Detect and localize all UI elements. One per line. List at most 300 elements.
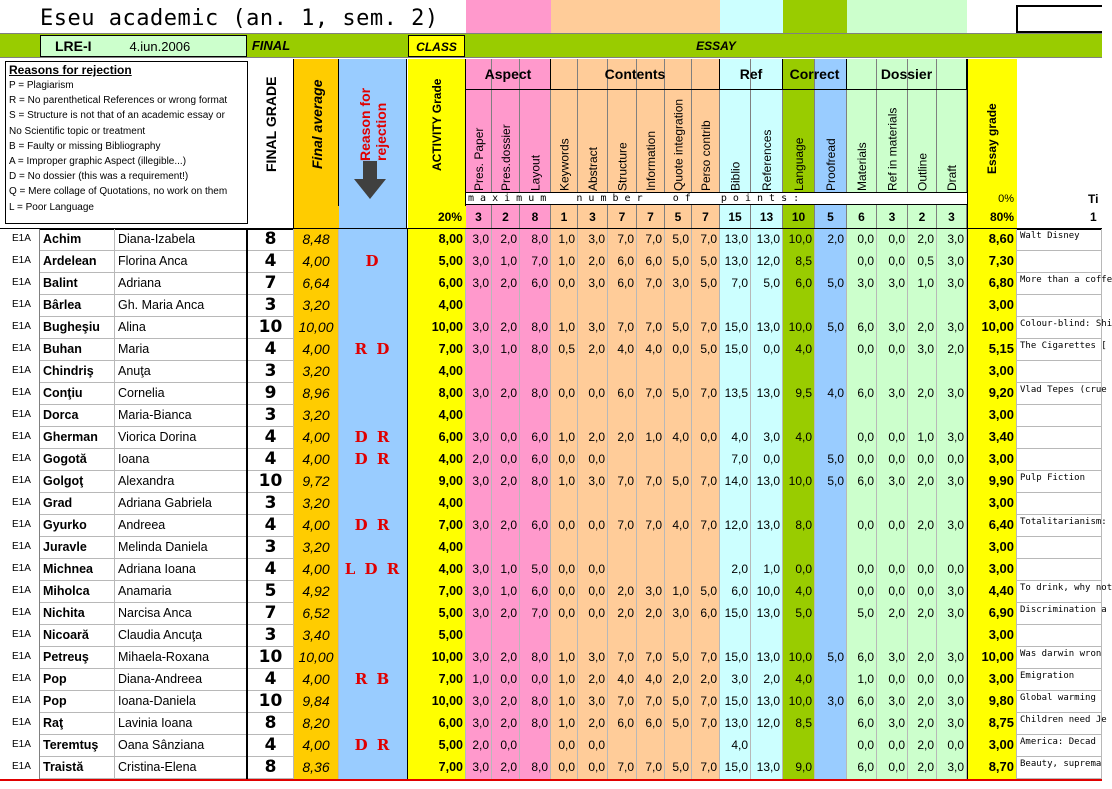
point-cell: 0,0 — [937, 449, 967, 471]
point-cell: 6,0 — [637, 713, 665, 735]
point-cell: 0,0 — [847, 449, 877, 471]
point-cell: 1,0 — [551, 647, 578, 669]
point-cell: 4,0 — [720, 735, 751, 757]
student-firstname[interactable]: Alina — [115, 317, 248, 339]
point-cell: 10,0 — [751, 581, 783, 603]
maxpoint-7: 5 — [665, 206, 692, 229]
point-cell: 7,0 — [608, 229, 637, 251]
student-firstname[interactable]: Diana-Izabela — [115, 229, 248, 251]
point-cell — [692, 537, 720, 559]
point-cell: 4,0 — [608, 339, 637, 361]
student-lastname[interactable]: Pop — [40, 669, 115, 691]
student-lastname[interactable]: Nicoară — [40, 625, 115, 647]
table-row — [0, 471, 1102, 493]
point-cell: 13,0 — [720, 251, 751, 273]
table-row — [0, 713, 1107, 735]
student-lastname[interactable]: Bârlea — [40, 295, 115, 317]
essay-topic: Vlad Tepes (crue — [1017, 383, 1102, 405]
point-cell — [815, 581, 847, 603]
student-firstname[interactable]: Diana-Andreea — [115, 669, 248, 691]
point-cell — [815, 361, 847, 383]
tag-cell — [40, 35, 247, 57]
point-cell: 8,0 — [520, 339, 551, 361]
student-lastname[interactable]: Golgoţ — [40, 471, 115, 493]
point-cell — [665, 559, 692, 581]
point-cell: 4,0 — [783, 339, 815, 361]
max-points-banner: m a x i m u m n u m b e r o f p o i n t s : — [466, 192, 967, 205]
essay-topic — [1017, 559, 1102, 581]
student-lastname[interactable]: Chindriş — [40, 361, 115, 383]
essay-grade: 7,30 — [967, 251, 1017, 273]
essay-topic: America: Decad — [1017, 735, 1102, 757]
essay-topic: To drink, why not — [1017, 581, 1102, 603]
student-lastname[interactable]: Raţ — [40, 713, 115, 735]
point-cell: 12,0 — [720, 515, 751, 537]
point-cell — [665, 537, 692, 559]
essay-grade: 6,90 — [967, 603, 1017, 625]
group-dossier: Dossier — [847, 59, 967, 90]
point-cell: 0,0 — [751, 449, 783, 471]
point-cell — [720, 537, 751, 559]
final-grade: 8 — [248, 757, 294, 779]
group-code: E1A — [0, 427, 40, 449]
student-firstname[interactable]: Anuţa — [115, 361, 248, 383]
table-row — [0, 647, 1102, 669]
point-cell — [466, 361, 492, 383]
essay-topic — [1017, 537, 1102, 559]
point-cell — [551, 361, 578, 383]
reason-arrow-head-icon — [354, 179, 386, 199]
point-cell: 3,0 — [466, 603, 492, 625]
point-cell: 7,0 — [637, 317, 665, 339]
point-cell: 6,0 — [520, 427, 551, 449]
subcol-label-11: Language — [792, 137, 806, 191]
student-firstname[interactable]: Narcisa Anca — [115, 603, 248, 625]
point-cell: 7,0 — [608, 471, 637, 493]
maxpoint-11: 10 — [783, 206, 815, 229]
point-cell: 0,5 — [908, 251, 937, 273]
point-cell: 10,0 — [783, 317, 815, 339]
point-cell — [608, 405, 637, 427]
point-cell: 1,0 — [551, 471, 578, 493]
point-cell — [520, 295, 551, 317]
point-cell: 0,0 — [492, 427, 520, 449]
student-lastname[interactable]: Ardelean — [40, 251, 115, 273]
point-cell — [466, 537, 492, 559]
student-firstname[interactable]: Andreea — [115, 515, 248, 537]
point-cell — [692, 361, 720, 383]
activity-grade: 5,00 — [408, 735, 466, 757]
point-cell: 7,0 — [692, 515, 720, 537]
point-cell — [608, 537, 637, 559]
point-cell: 0,0 — [551, 581, 578, 603]
point-cell: 7,0 — [608, 691, 637, 713]
point-cell: 14,0 — [720, 471, 751, 493]
point-cell: 3,0 — [877, 713, 908, 735]
point-cell: 1,0 — [551, 427, 578, 449]
student-lastname[interactable]: Nichita — [40, 603, 115, 625]
student-lastname[interactable]: Grad — [40, 493, 115, 515]
point-cell: 2,0 — [578, 669, 608, 691]
subcol-label-0: Pres. Paper — [472, 127, 486, 191]
point-cell: 7,0 — [520, 251, 551, 273]
student-firstname[interactable]: Adriana Gabriela — [115, 493, 248, 515]
point-cell — [877, 295, 908, 317]
point-cell: 7,0 — [608, 515, 637, 537]
point-cell: 3,0 — [466, 317, 492, 339]
group-code: E1A — [0, 559, 40, 581]
point-cell: 0,0 — [578, 581, 608, 603]
point-cell: 8,0 — [783, 515, 815, 537]
student-firstname[interactable]: Mihaela-Roxana — [115, 647, 248, 669]
point-cell: 3,0 — [937, 427, 967, 449]
table-row — [0, 339, 1107, 361]
point-cell — [937, 537, 967, 559]
point-cell: 13,0 — [751, 691, 783, 713]
table-row — [0, 625, 1102, 647]
point-cell — [877, 361, 908, 383]
essay-topic: Totalitarianism: — [1017, 515, 1102, 537]
essay-pct: 80% — [989, 210, 1014, 224]
point-cell — [783, 625, 815, 647]
final-grade: 3 — [248, 493, 294, 515]
point-cell: 3,0 — [908, 339, 937, 361]
point-cell — [908, 493, 937, 515]
student-lastname[interactable]: Teremtuş — [40, 735, 115, 757]
essay-header: ESSAY — [696, 39, 736, 53]
rejection-reason: D R — [339, 449, 408, 471]
point-cell: 3,0 — [578, 471, 608, 493]
point-cell: 2,0 — [578, 427, 608, 449]
student-lastname[interactable]: Balint — [40, 273, 115, 295]
point-cell: 13,0 — [751, 471, 783, 493]
student-firstname[interactable]: Anamaria — [115, 581, 248, 603]
point-cell: 3,0 — [937, 691, 967, 713]
essay-topic — [1017, 449, 1102, 471]
point-cell — [815, 625, 847, 647]
point-cell — [608, 449, 637, 471]
point-cell — [551, 405, 578, 427]
final-average: 4,00 — [294, 427, 339, 449]
final-grade-heading: FINAL GRADE — [263, 76, 279, 172]
reasons-legend — [5, 61, 248, 224]
point-cell — [578, 295, 608, 317]
point-cell — [665, 449, 692, 471]
point-cell — [908, 537, 937, 559]
subcol-label-2: Layout — [528, 154, 543, 191]
point-cell — [937, 295, 967, 317]
final-average: 6,64 — [294, 273, 339, 295]
point-cell: 3,0 — [877, 317, 908, 339]
point-cell — [665, 361, 692, 383]
point-cell: 13,0 — [751, 229, 783, 251]
student-firstname[interactable]: Cornelia — [115, 383, 248, 405]
sheet-title: Eseu academic (an. 1, sem. 2) — [40, 6, 439, 31]
student-lastname[interactable]: Pop — [40, 691, 115, 713]
point-cell: 6,0 — [847, 647, 877, 669]
group-code: E1A — [0, 405, 40, 427]
point-cell — [720, 361, 751, 383]
student-lastname[interactable]: Achim — [40, 229, 115, 251]
maxpoint-16: 3 — [937, 206, 967, 229]
point-cell — [847, 493, 877, 515]
student-firstname[interactable]: Ioana-Daniela — [115, 691, 248, 713]
name-box[interactable] — [1016, 5, 1102, 33]
point-cell — [578, 493, 608, 515]
rejection-reason — [339, 691, 408, 713]
student-firstname[interactable]: Adriana Ioana — [115, 559, 248, 581]
student-lastname[interactable]: Michnea — [40, 559, 115, 581]
point-cell: 8,0 — [520, 229, 551, 251]
group-code: E1A — [0, 515, 40, 537]
group-code: E1A — [0, 625, 40, 647]
essay-topic — [1017, 361, 1102, 383]
point-cell: 3,0 — [937, 757, 967, 779]
point-cell — [877, 537, 908, 559]
group-code: E1A — [0, 383, 40, 405]
activity-grade: 4,00 — [408, 537, 466, 559]
point-cell — [551, 295, 578, 317]
essay-grade: 3,00 — [967, 537, 1017, 559]
final-grade: 3 — [248, 295, 294, 317]
point-cell: 13,5 — [720, 383, 751, 405]
point-cell: 7,0 — [637, 757, 665, 779]
student-firstname[interactable]: Viorica Dorina — [115, 427, 248, 449]
point-cell: 6,0 — [520, 581, 551, 603]
point-cell — [578, 625, 608, 647]
essay-grade: 9,90 — [967, 471, 1017, 493]
student-firstname[interactable]: Melinda Daniela — [115, 537, 248, 559]
student-lastname[interactable]: Buhan — [40, 339, 115, 361]
point-cell: 2,0 — [908, 471, 937, 493]
subcol-label-6: Information — [644, 130, 658, 191]
point-cell: 13,0 — [751, 317, 783, 339]
point-cell: 4,0 — [637, 339, 665, 361]
point-cell: 2,0 — [877, 603, 908, 625]
point-cell: 2,0 — [908, 691, 937, 713]
point-cell — [520, 537, 551, 559]
point-cell — [815, 295, 847, 317]
table-row — [0, 581, 1112, 603]
essay-topic: Colour-blind: Shi — [1017, 317, 1102, 339]
point-cell: 5,0 — [520, 559, 551, 581]
table-row — [0, 669, 1102, 691]
point-cell — [608, 735, 637, 757]
student-lastname[interactable]: Gyurko — [40, 515, 115, 537]
essay-topic: Pulp Fiction — [1017, 471, 1102, 493]
student-lastname[interactable]: Gogotă — [40, 449, 115, 471]
point-cell: 6,0 — [608, 383, 637, 405]
point-cell: 13,0 — [751, 603, 783, 625]
final-average: 4,00 — [294, 449, 339, 471]
point-cell: 7,0 — [692, 229, 720, 251]
point-cell: 1,0 — [492, 581, 520, 603]
point-cell: 12,0 — [751, 713, 783, 735]
student-firstname[interactable]: Florina Anca — [115, 251, 248, 273]
activity-grade: 4,00 — [408, 449, 466, 471]
final-grade: 8 — [248, 713, 294, 735]
group-aspect: Aspect — [466, 59, 551, 90]
point-cell — [783, 405, 815, 427]
rejection-reason — [339, 295, 408, 317]
point-cell: 6,0 — [692, 603, 720, 625]
final-average: 4,00 — [294, 559, 339, 581]
point-cell: 0,0 — [847, 581, 877, 603]
student-firstname[interactable]: Adriana — [115, 273, 248, 295]
table-row — [0, 229, 1102, 251]
final-grade: 3 — [248, 625, 294, 647]
point-cell: 3,0 — [665, 273, 692, 295]
student-firstname[interactable]: Lavinia Ioana — [115, 713, 248, 735]
final-average: 3,20 — [294, 537, 339, 559]
essay-grade: 3,00 — [967, 295, 1017, 317]
point-cell: 1,0 — [751, 559, 783, 581]
point-cell: 2,0 — [751, 669, 783, 691]
student-lastname[interactable]: Conţiu — [40, 383, 115, 405]
student-firstname[interactable]: Oana Sânziana — [115, 735, 248, 757]
tag-label: LRE-I — [55, 38, 92, 54]
point-cell — [783, 735, 815, 757]
student-table — [0, 229, 1112, 789]
activity-grade: 10,00 — [408, 647, 466, 669]
point-cell — [608, 295, 637, 317]
point-cell: 2,0 — [815, 229, 847, 251]
point-cell: 7,0 — [637, 273, 665, 295]
point-cell — [720, 493, 751, 515]
final-average: 8,96 — [294, 383, 339, 405]
point-cell: 0,0 — [877, 251, 908, 273]
point-cell: 3,0 — [578, 647, 608, 669]
group-code: E1A — [0, 339, 40, 361]
point-cell: 3,0 — [751, 427, 783, 449]
point-cell — [783, 361, 815, 383]
point-cell — [692, 449, 720, 471]
final-grade: 4 — [248, 449, 294, 471]
final-grade: 5 — [248, 581, 294, 603]
point-cell: 10,0 — [783, 691, 815, 713]
point-cell — [815, 735, 847, 757]
point-cell: 2,0 — [492, 757, 520, 779]
point-cell: 1,0 — [551, 713, 578, 735]
essay-topic — [1017, 405, 1102, 427]
final-average: 9,72 — [294, 471, 339, 493]
student-lastname[interactable]: Bugheşiu — [40, 317, 115, 339]
activity-grade: 8,00 — [408, 383, 466, 405]
activity-grade: 7,00 — [408, 757, 466, 779]
point-cell: 0,0 — [847, 427, 877, 449]
maxpoint-12: 5 — [815, 206, 847, 229]
point-cell: 6,0 — [520, 273, 551, 295]
point-cell: 13,0 — [751, 383, 783, 405]
reason-item: B = Faulty or missing Bibliography — [9, 140, 161, 152]
group-code: E1A — [0, 735, 40, 757]
point-cell: 0,0 — [937, 559, 967, 581]
point-cell — [751, 625, 783, 647]
point-cell: 1,0 — [492, 559, 520, 581]
point-cell: 10,0 — [783, 471, 815, 493]
point-cell: 0,0 — [877, 757, 908, 779]
point-cell: 2,0 — [466, 449, 492, 471]
group-code: E1A — [0, 647, 40, 669]
maxpoint-9: 15 — [720, 206, 751, 229]
essay-grade: 6,80 — [967, 273, 1017, 295]
activity-grade: 4,00 — [408, 405, 466, 427]
point-cell — [520, 625, 551, 647]
point-cell: 6,0 — [720, 581, 751, 603]
point-cell — [492, 405, 520, 427]
cut-header-1: 1 — [1090, 210, 1097, 224]
point-cell — [637, 559, 665, 581]
student-firstname[interactable]: Cristina-Elena — [115, 757, 248, 779]
essay-topic: Global warming — [1017, 691, 1102, 713]
activity-grade: 6,00 — [408, 427, 466, 449]
point-cell: 7,0 — [637, 647, 665, 669]
student-lastname[interactable]: Gherman — [40, 427, 115, 449]
essay-grade: 3,00 — [967, 361, 1017, 383]
point-cell: 6,0 — [847, 713, 877, 735]
point-cell — [815, 713, 847, 735]
table-row — [0, 735, 1102, 757]
activity-grade: 10,00 — [408, 691, 466, 713]
student-firstname[interactable]: Maria-Bianca — [115, 405, 248, 427]
point-cell: 0,0 — [908, 581, 937, 603]
point-cell: 0,0 — [551, 757, 578, 779]
point-cell — [908, 295, 937, 317]
point-cell: 1,0 — [492, 251, 520, 273]
point-cell: 3,0 — [877, 647, 908, 669]
maxpoint-8: 7 — [692, 206, 720, 229]
point-cell: 3,0 — [637, 581, 665, 603]
student-firstname[interactable]: Alexandra — [115, 471, 248, 493]
student-firstname[interactable]: Maria — [115, 339, 248, 361]
point-cell — [815, 427, 847, 449]
point-cell: 3,0 — [937, 317, 967, 339]
point-cell: 4,0 — [665, 515, 692, 537]
point-cell — [492, 537, 520, 559]
subcol-label-3: Keywords — [557, 138, 572, 191]
point-cell: 3,0 — [877, 383, 908, 405]
point-cell: 3,0 — [937, 581, 967, 603]
student-firstname[interactable]: Ioana — [115, 449, 248, 471]
student-lastname[interactable]: Traistă — [40, 757, 115, 779]
table-row — [0, 493, 1102, 515]
point-cell: 1,0 — [551, 669, 578, 691]
point-cell: 0,0 — [877, 229, 908, 251]
rejection-reason — [339, 581, 408, 603]
student-firstname[interactable]: Claudia Ancuţa — [115, 625, 248, 647]
student-lastname[interactable]: Juravle — [40, 537, 115, 559]
maxpoint-4: 3 — [578, 206, 608, 229]
subcol-label-7: Quote integration — [671, 98, 686, 191]
student-firstname[interactable]: Gh. Maria Anca — [115, 295, 248, 317]
point-cell — [466, 493, 492, 515]
point-cell: 2,0 — [908, 735, 937, 757]
point-cell — [520, 493, 551, 515]
point-cell: 0,0 — [692, 427, 720, 449]
point-cell: 7,0 — [637, 383, 665, 405]
student-lastname[interactable]: Miholca — [40, 581, 115, 603]
student-lastname[interactable]: Dorca — [40, 405, 115, 427]
rejection-reason — [339, 405, 408, 427]
point-cell: 6,0 — [847, 691, 877, 713]
group-code: E1A — [0, 317, 40, 339]
point-cell — [492, 493, 520, 515]
reason-item: Q = Mere collage of Quotations, no work on them — [9, 186, 228, 198]
point-cell: 1,0 — [551, 317, 578, 339]
point-cell — [492, 361, 520, 383]
point-cell: 7,0 — [637, 691, 665, 713]
student-lastname[interactable]: Petreuş — [40, 647, 115, 669]
